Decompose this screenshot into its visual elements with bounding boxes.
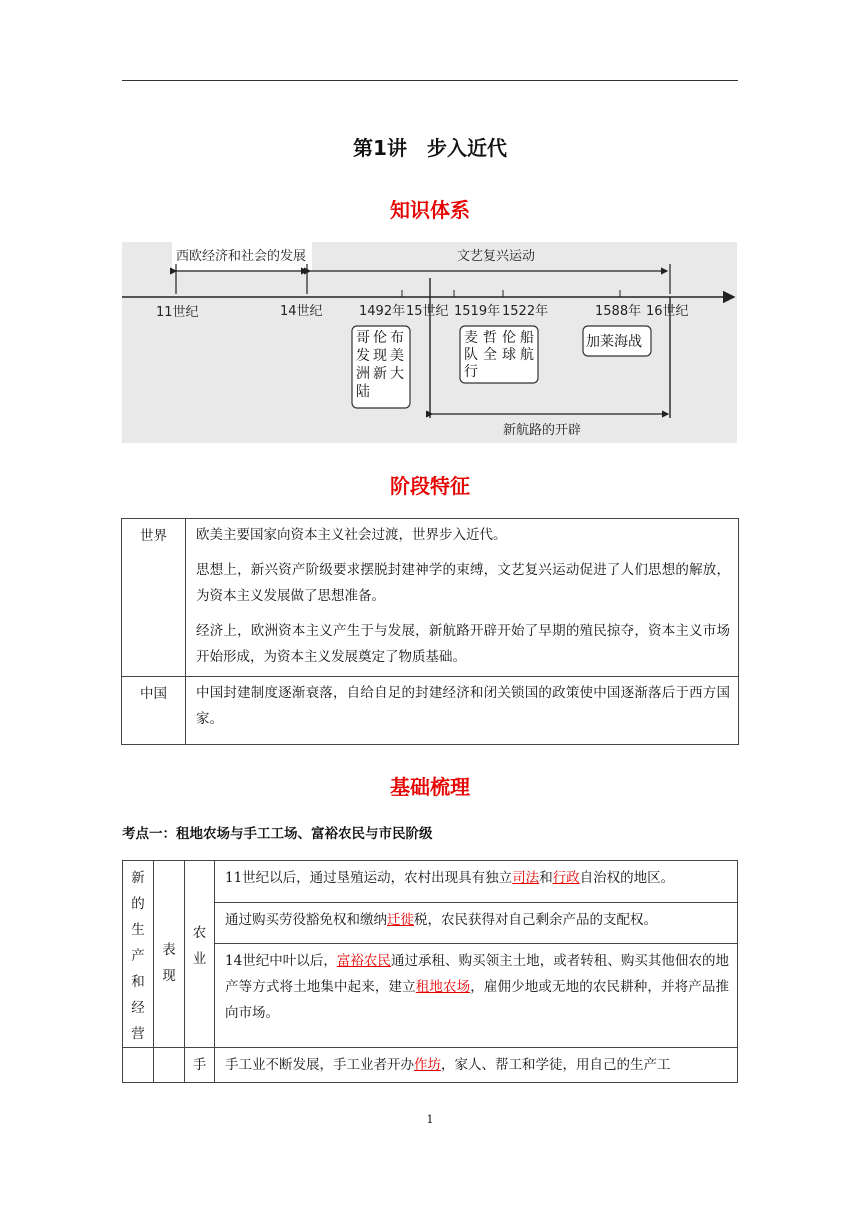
- magellan-char: 行: [464, 364, 478, 380]
- text-run: 手工业不断发展，手工业者开办: [225, 1057, 414, 1073]
- columbus-char: 现: [373, 348, 387, 364]
- basics-table: [122, 860, 738, 1083]
- vertical-char: 新: [131, 870, 145, 886]
- agriculture-cell: [185, 861, 215, 1048]
- vertical-char: 业: [192, 951, 207, 967]
- section-knowledge: 知识体系: [390, 198, 470, 222]
- vertical-char: 的: [131, 896, 145, 912]
- tick-label-1522: 1522年: [502, 304, 549, 319]
- paragraph: 思想上，新兴资产阶级要求摆脱封建神学的束缚，文艺复兴运动促进了人们思想的解放，为资本主义发展做了思想准备。: [196, 562, 730, 604]
- renaissance-label: 文艺复兴运动: [457, 249, 536, 264]
- tick-label-11c: 11世纪: [156, 305, 199, 320]
- magellan-char: 全: [483, 347, 497, 363]
- content-cell-3: [215, 944, 738, 1048]
- timeline-svg: [122, 242, 737, 443]
- handicraft-cell: 手: [185, 1048, 215, 1083]
- gravelines-label: 加莱海战: [586, 334, 642, 350]
- table-row: [123, 861, 738, 903]
- content-cell-4: [215, 1048, 738, 1083]
- tick-label-14c: 14世纪: [280, 304, 323, 319]
- vertical-char: 经: [131, 1000, 145, 1016]
- magellan-char: 船: [520, 330, 534, 346]
- keyword: 作坊: [414, 1057, 441, 1073]
- category-cell: [123, 861, 154, 1048]
- magellan-char: 伦: [502, 330, 516, 346]
- magellan-char: 麦: [464, 330, 478, 346]
- text-run: 税，农民获得对自己剩余产品的支配权。: [414, 911, 657, 928]
- header-rule: [122, 80, 738, 81]
- tick-label-1519: 1519年: [454, 304, 501, 319]
- vertical-char: 现: [162, 968, 176, 984]
- magellan-char: 哲: [483, 330, 497, 346]
- text-run: 14世纪中叶以后，: [225, 953, 337, 970]
- columbus-char: 发: [356, 348, 370, 364]
- columbus-char: 伦: [373, 330, 387, 346]
- vertical-char: 营: [131, 1026, 145, 1042]
- table-row: [122, 519, 739, 677]
- text-run: 通过购买劳役豁免权和缴纳: [225, 911, 387, 928]
- table-row: [123, 944, 738, 1048]
- tick-label-1588: 1588年: [595, 304, 642, 319]
- row-header-china: 中国: [122, 677, 186, 745]
- category-cell-cont: [123, 1048, 154, 1083]
- keyword: 行政: [552, 870, 580, 886]
- columbus-char: 美: [390, 348, 404, 364]
- paragraph: 经济上，欧洲资本主义产生于与发展，新航路开辟开始了早期的殖民掠夺，资本主义市场开始形成，为资本主义发展奠定了物质基础。: [196, 623, 730, 665]
- text-run: 11世纪以后，通过垦殖运动，农村出现具有独立: [225, 870, 513, 886]
- subcategory-cell-cont: [154, 1048, 185, 1083]
- vertical-char: 生: [131, 922, 145, 938]
- tick-label-1492: 1492年: [359, 304, 406, 319]
- vertical-char: 表: [162, 942, 176, 958]
- text-run: 通过承租、购买领主土地，或者转租、购买其他佃农的地产等方式将土地集中起来，建立: [225, 953, 729, 996]
- columbus-char: 布: [390, 330, 404, 346]
- row-body-world: [186, 519, 739, 677]
- kaodian-title: 考点一：租地农场与手工工场、富裕农民与市民阶级: [122, 826, 433, 842]
- tick-label-16c: 16世纪: [646, 304, 689, 319]
- paragraph: 欧美主要国家向资本主义社会过渡，世界步入近代。: [196, 527, 507, 543]
- keyword: 租地农场: [415, 979, 471, 996]
- vertical-char: 农: [192, 925, 207, 941]
- page-title: 第1讲 步入近代: [353, 136, 507, 160]
- vertical-char: 产: [131, 948, 145, 964]
- row-body-china: [186, 677, 739, 745]
- table-row: [123, 902, 738, 944]
- text-run: 自治权的地区。: [579, 870, 675, 886]
- keyword: 司法: [512, 870, 540, 886]
- paragraph: 中国封建制度逐渐衰落，自给自足的封建经济和闭关锁国的政策使中国逐渐落后于西方国家。: [196, 685, 730, 727]
- columbus-char: 陆: [356, 384, 370, 400]
- columbus-char: 洲: [356, 366, 370, 382]
- columbus-char: 新: [373, 366, 387, 382]
- columbus-char: 大: [390, 366, 404, 382]
- content-cell-1: [215, 861, 738, 903]
- vertical-char: 和: [131, 974, 145, 990]
- magellan-char: 航: [520, 347, 534, 363]
- keyword: 富裕农民: [336, 953, 391, 970]
- new-route-label: 新航路的开辟: [503, 423, 582, 438]
- keyword: 迁徙: [387, 911, 414, 928]
- text-run: ，家人、帮工和学徒，用自己的生产工: [441, 1057, 671, 1073]
- page-number: 1: [426, 1113, 434, 1126]
- content-cell-2: [215, 902, 738, 944]
- timeline-diagram: [122, 242, 737, 443]
- table-row: [122, 677, 739, 745]
- row-header-world: 世界: [122, 519, 186, 677]
- stage-table: [121, 518, 739, 745]
- section-stage: 阶段特征: [390, 474, 470, 498]
- subcategory-cell: [154, 861, 185, 1048]
- magellan-char: 球: [502, 347, 516, 363]
- magellan-char: 队: [464, 347, 478, 363]
- tick-label-15c: 15世纪: [406, 304, 449, 319]
- text-run: ，雇佣少地或无地的农民耕种，并将产品推向市场。: [225, 979, 729, 1022]
- table-row: [123, 1048, 738, 1083]
- text-run: 和: [539, 870, 553, 886]
- west-europe-label: 西欧经济和社会的发展: [176, 249, 307, 264]
- columbus-char: 哥: [356, 330, 370, 346]
- section-basics: 基础梳理: [390, 775, 470, 799]
